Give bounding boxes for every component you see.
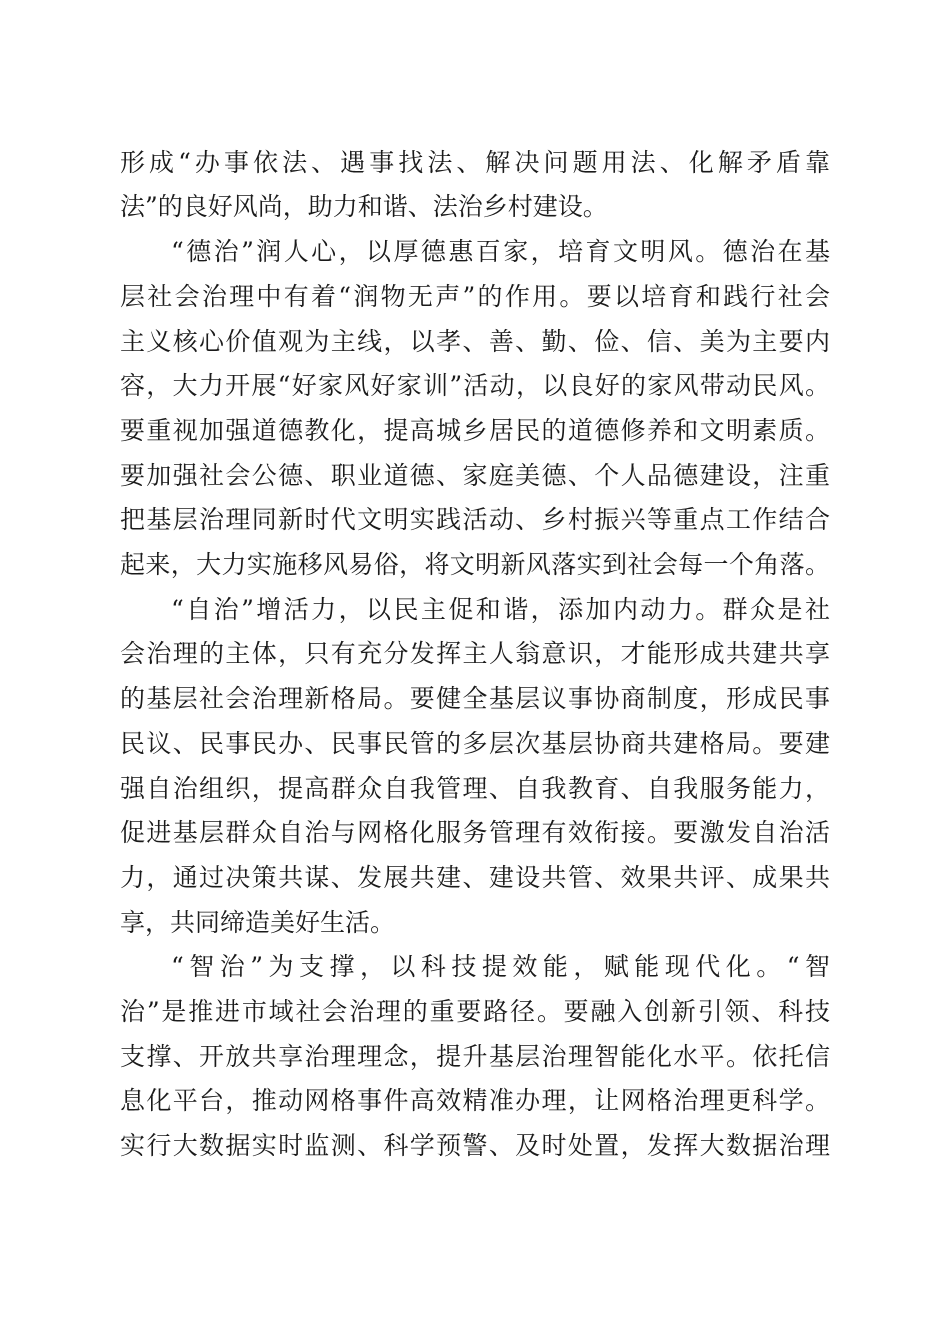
text-line: 力，通过决策共谋、发展共建、建设共管、效果共评、成果共 — [120, 863, 830, 892]
text-line: 的基层社会治理新格局。要健全基层议事协商制度，形成民事 — [120, 684, 830, 713]
text-line: 享，共同缔造美好生活。 — [120, 908, 396, 937]
text-line: 会治理的主体，只有充分发挥主人翁意识，才能形成共建共享 — [120, 639, 830, 668]
text-line: 息化平台，推动网格事件高效精准办理，让网格治理更科学。 — [120, 1086, 830, 1115]
text-line: 起来，大力实施移风易俗，将文明新风落实到社会每一个角落。 — [120, 550, 830, 579]
text-line: 民议、民事民办、民事民管的多层次基层协商共建格局。要建 — [120, 729, 830, 758]
text-line: 实行大数据实时监测、科学预警、及时处置，发挥大数据治理 — [120, 1131, 830, 1160]
text-line: 强自治组织，提高群众自我管理、自我教育、自我服务能力， — [120, 774, 830, 803]
paragraph-start-line: “智治”为支撑，以科技提效能，赋能现代化。“智 — [171, 952, 830, 981]
text-line: 法”的良好风尚，助力和谐、法治乡村建设。 — [120, 192, 608, 221]
text-line: 容，大力开展“好家风好家训”活动，以良好的家风带动民风。 — [120, 371, 830, 400]
text-line: 支撑、开放共享治理理念，提升基层治理智能化水平。依托信 — [120, 1042, 830, 1071]
paragraph-start-line: “德治”润人心，以厚德惠百家，培育文明风。德治在基 — [171, 237, 830, 266]
paragraph-start-line: “自治”增活力，以民主促和谐，添加内动力。群众是社 — [171, 595, 830, 624]
text-line: 促进基层群众自治与网格化服务管理有效衔接。要激发自治活 — [120, 818, 830, 847]
text-line: 治”是推进市域社会治理的重要路径。要融入创新引领、科技 — [120, 997, 830, 1026]
text-line: 要重视加强道德教化，提高城乡居民的道德修养和文明素质。 — [120, 416, 830, 445]
text-line: 主义核心价值观为主线，以孝、善、勤、俭、信、美为主要内 — [120, 327, 830, 356]
text-line: 把基层治理同新时代文明实践活动、乡村振兴等重点工作结合 — [120, 505, 830, 534]
text-line: 形成“办事依法、遇事找法、解决问题用法、化解矛盾靠 — [120, 148, 830, 177]
text-line: 层社会治理中有着“润物无声”的作用。要以培育和践行社会 — [120, 282, 830, 311]
text-line: 要加强社会公德、职业道德、家庭美德、个人品德建设，注重 — [120, 461, 830, 490]
